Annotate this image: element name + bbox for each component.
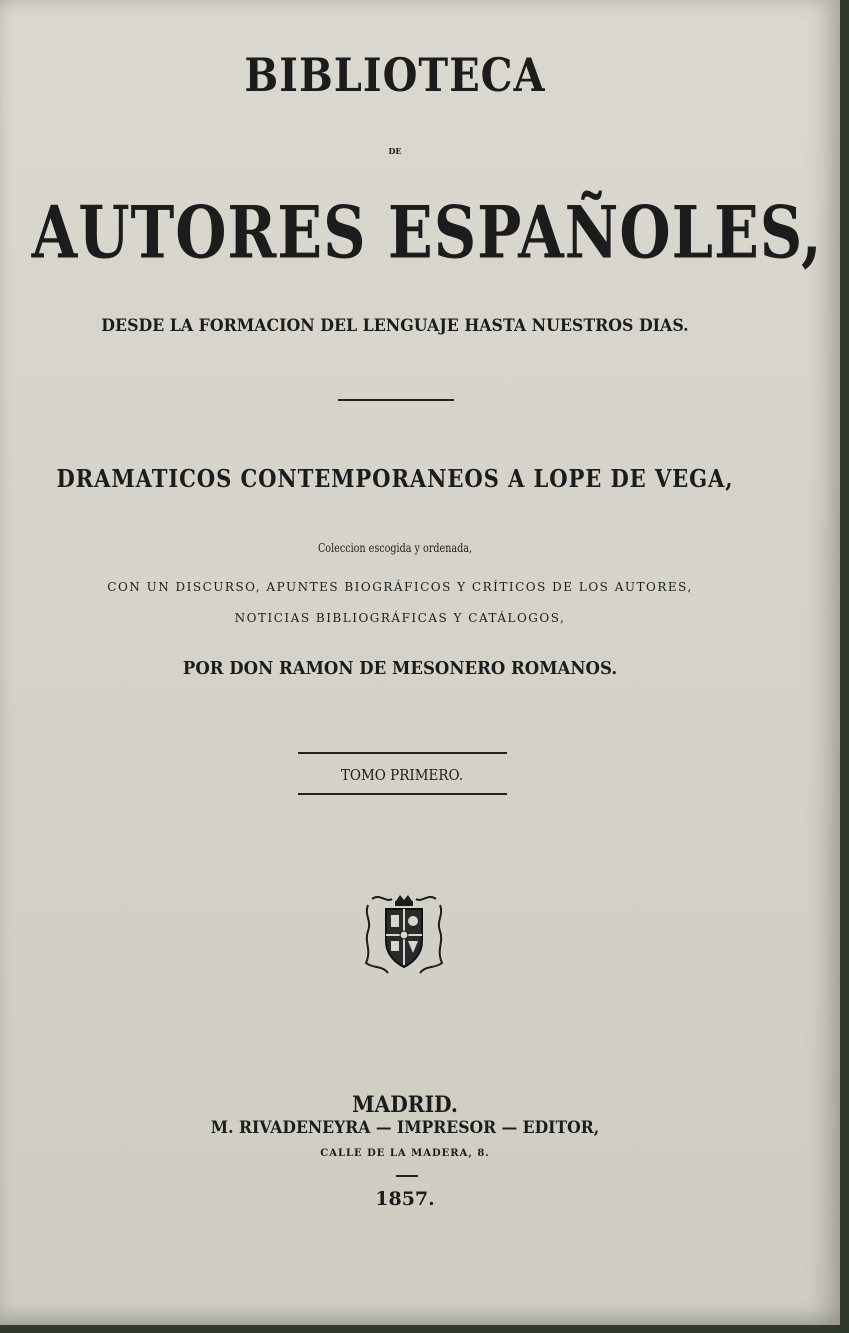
imprint-address: CALLE DE LA MADERA, 8.: [320, 1148, 490, 1159]
contents-note-2: NOTICIAS BIBLIOGRÁFICAS Y CATÁLOGOS,: [234, 611, 566, 625]
imprint-publisher: M. RIVADENEYRA — IMPRESOR — EDITOR,: [210, 1118, 600, 1138]
tomo-rule-top: [298, 752, 507, 754]
tomo-rule-bottom: [298, 793, 507, 795]
divider-rule: [338, 399, 454, 401]
collection-note: Coleccion escogida y ordenada,: [317, 541, 473, 555]
series-title-de: DE: [388, 146, 402, 156]
coat-of-arms-icon: [362, 891, 446, 977]
year-rule: [396, 1175, 418, 1177]
series-title-main: AUTORES ESPAÑOLES,: [31, 191, 823, 276]
imprint-city: MADRID.: [352, 1092, 458, 1118]
series-title-line1: BIBLIOTECA: [244, 48, 546, 103]
author-line: POR DON RAMON DE MESONERO ROMANOS.: [182, 658, 618, 679]
imprint-year: 1857.: [375, 1188, 435, 1210]
tomo-label: TOMO PRIMERO.: [340, 766, 464, 784]
series-subtitle: DESDE LA FORMACION DEL LENGUAJE HASTA NUESTROS DIAS.: [101, 316, 689, 336]
volume-title: DRAMATICOS CONTEMPORANEOS A LOPE DE VEGA,: [56, 464, 734, 493]
contents-note-1: CON UN DISCURSO, APUNTES BIOGRÁFICOS Y CRÍTICOS DE LOS AUTORES,: [107, 580, 693, 594]
